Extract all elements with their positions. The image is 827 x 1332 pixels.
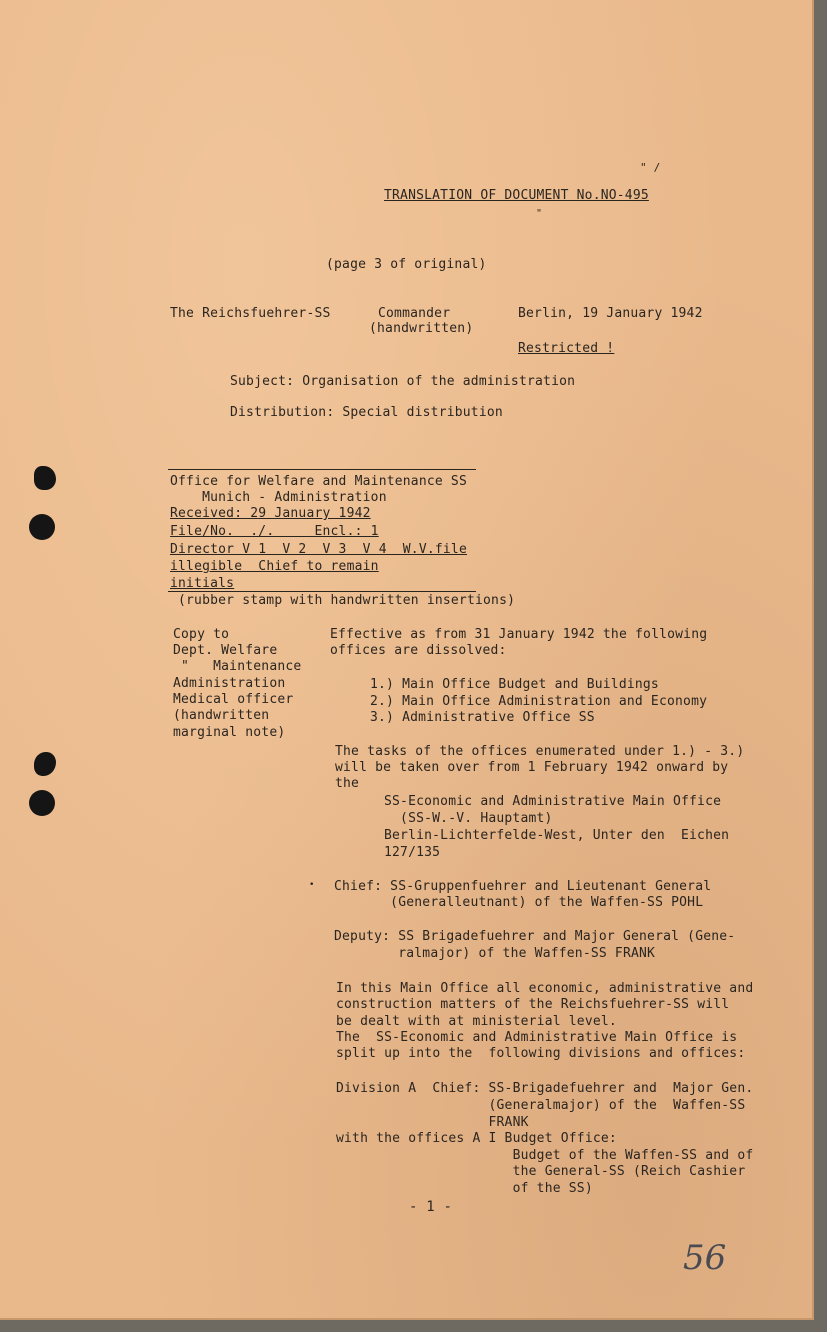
main-office-text: construction matters of the Reichsfuehrer-SS will xyxy=(336,997,730,1012)
margin-note-line: Administration xyxy=(173,676,286,691)
torn-hole xyxy=(34,466,56,490)
offices-a-line: Budget of the Waffen-SS and of xyxy=(336,1148,754,1163)
margin-note-line: Medical officer xyxy=(173,692,294,707)
chief-line: (Generalleutnant) of the Waffen-SS POHL xyxy=(334,895,704,910)
stamp-line: File/No. ./. Encl.: 1 xyxy=(170,524,379,539)
classification: Restricted ! xyxy=(518,341,615,356)
margin-note-line: " Maintenance xyxy=(173,659,302,674)
title-mark: " xyxy=(536,208,543,219)
stamp-line: Received: 29 January 1942 xyxy=(170,506,371,521)
handwritten-page-number: 56 xyxy=(683,1238,727,1278)
main-office-line: 127/135 xyxy=(384,845,441,860)
main-office-line: Berlin-Lichterfelde-West, Unter den Eichen xyxy=(384,828,730,843)
stamp-line: Munich - Administration xyxy=(170,490,387,505)
margin-note-line: marginal note) xyxy=(173,725,286,740)
division-a-line: (Generalmajor) of the Waffen-SS xyxy=(336,1098,746,1113)
stamp-line: Office for Welfare and Maintenance SS xyxy=(170,474,467,489)
main-office-text: split up into the following divisions and offices: xyxy=(336,1046,746,1061)
chief-line: Chief: SS-Gruppenfuehrer and Lieutenant General xyxy=(334,879,712,894)
stamp-top-rule xyxy=(168,469,476,470)
main-office-text: be dealt with at ministerial level. xyxy=(336,1014,617,1029)
margin-note-line: Copy to xyxy=(173,627,230,642)
page-number: - 1 - xyxy=(409,1199,453,1215)
punch-hole xyxy=(29,790,55,816)
division-a-line: Division A Chief: SS-Brigadefuehrer and Major Gen. xyxy=(336,1081,754,1096)
corner-mark: " / xyxy=(640,161,661,174)
document-title: TRANSLATION OF DOCUMENT No.NO-495 xyxy=(384,188,649,203)
deputy-line: Deputy: SS Brigadefuehrer and Major General (Gene- xyxy=(334,929,736,944)
margin-note-line: Dept. Welfare xyxy=(173,643,278,658)
tasks-line: will be taken over from 1 February 1942 onward by xyxy=(335,760,729,775)
bullet-mark: • xyxy=(309,880,315,890)
stamp-line: Director V 1 V 2 V 3 V 4 W.V.file xyxy=(170,542,467,557)
distribution: Distribution: Special distribution xyxy=(230,405,503,420)
main-office-line: SS-Economic and Administrative Main Office xyxy=(384,794,722,809)
main-office-text: The SS-Economic and Administrative Main Office is xyxy=(336,1030,738,1045)
place-date: Berlin, 19 January 1942 xyxy=(518,306,703,321)
commander: Commander xyxy=(378,306,451,321)
intro-line: Effective as from 31 January 1942 the following xyxy=(330,627,708,642)
stamp-bottom-rule xyxy=(168,591,476,592)
sender: The Reichsfuehrer-SS xyxy=(170,306,331,321)
page-note: (page 3 of original) xyxy=(326,257,487,272)
division-a-line: FRANK xyxy=(336,1115,529,1130)
dissolved-office: 1.) Main Office Budget and Buildings xyxy=(370,677,659,692)
tasks-line: The tasks of the offices enumerated under 1.) - 3.) xyxy=(335,744,745,759)
torn-hole xyxy=(34,752,56,776)
commander-note: (handwritten) xyxy=(369,321,474,336)
stamp-line: initials xyxy=(170,576,235,591)
main-office-text: In this Main Office all economic, administrative and xyxy=(336,981,754,996)
margin-note-line: (handwritten xyxy=(173,708,270,723)
offices-a-line: the General-SS (Reich Cashier xyxy=(336,1164,746,1179)
dissolved-office: 3.) Administrative Office SS xyxy=(370,710,595,725)
tasks-line: the xyxy=(335,776,360,791)
dissolved-office: 2.) Main Office Administration and Economy xyxy=(370,694,708,709)
main-office-line: (SS-W.-V. Hauptamt) xyxy=(384,811,553,826)
stamp-caption: (rubber stamp with handwritten insertions) xyxy=(178,593,516,608)
punch-hole xyxy=(29,514,55,540)
intro-line: offices are dissolved: xyxy=(330,643,507,658)
offices-a-line: with the offices A I Budget Office: xyxy=(336,1131,617,1146)
stamp-line: illegible Chief to remain xyxy=(170,559,379,574)
deputy-line: ralmajor) of the Waffen-SS FRANK xyxy=(334,946,656,961)
offices-a-line: of the SS) xyxy=(336,1181,593,1196)
subject: Subject: Organisation of the administration xyxy=(230,374,576,389)
